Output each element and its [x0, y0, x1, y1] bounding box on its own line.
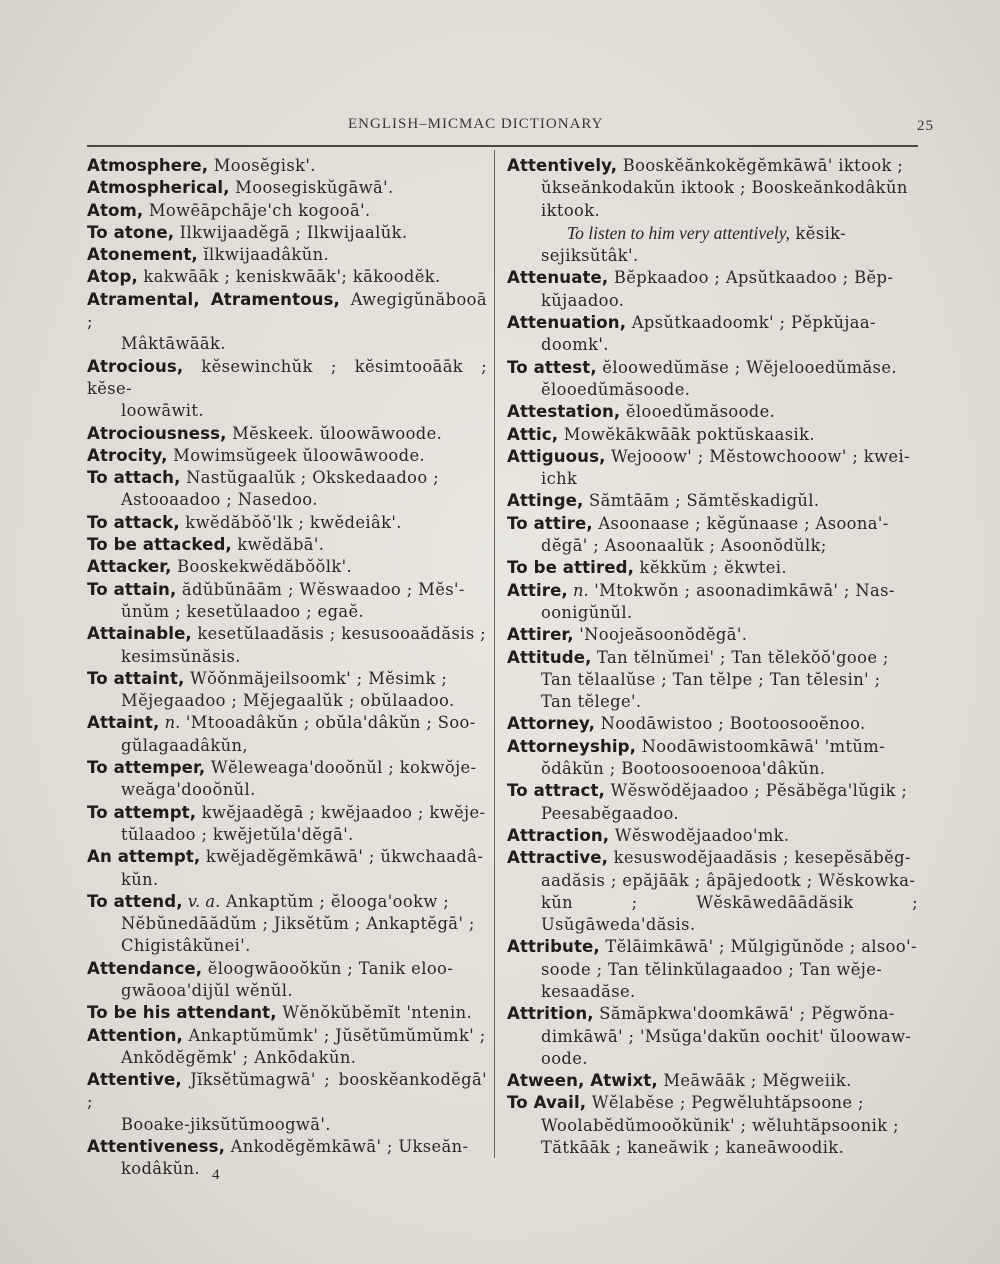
micmac-translation: kwĕjaadĕgā ; kwĕjaadoo ; kwĕje-	[196, 802, 486, 822]
part-of-speech: n.	[159, 713, 181, 733]
headword: Attinge,	[507, 491, 584, 511]
micmac-translation: Wĕswodĕjaadoo'mk.	[609, 825, 790, 845]
dictionary-entry	[87, 846, 487, 891]
continuation-line: ĕlooedŭmăsoode.	[541, 379, 691, 399]
dictionary-entry	[87, 623, 487, 668]
example-phrase: To listen to him very attentively,	[567, 222, 790, 243]
micmac-translation: Ilkwijaadĕgā ; Ilkwijaalŭk.	[174, 222, 408, 242]
micmac-translation: kesuswodĕjaadăsis ; kesepĕsăbĕg-	[608, 848, 911, 868]
continuation-line: doomk'.	[541, 335, 609, 355]
continuation-line: ŭnŭm ; kesetŭlaadoo ; egaĕ.	[121, 601, 365, 621]
micmac-translation: kwĕdăbŏŏ'lk ; kwĕdeiâk'.	[179, 512, 402, 532]
dictionary-entry	[87, 579, 487, 624]
micmac-translation: kwĕdăbā'.	[231, 535, 325, 555]
page-number: 25	[917, 118, 934, 134]
headword: Attorneyship,	[507, 736, 637, 756]
headword: Atrocity,	[87, 445, 168, 465]
dictionary-entry	[507, 267, 918, 312]
headword: To attire,	[507, 513, 593, 533]
micmac-translation: Mowēāpchāje'ch kogooā'.	[143, 200, 371, 220]
continuation-line: dĕgā' ; Asoonaalŭk ; Asoonŏdŭlk;	[541, 536, 827, 556]
dictionary-entry	[87, 1069, 487, 1136]
micmac-translation: Mowĕkākwāāk poktŭskaasik.	[558, 424, 815, 444]
left-column	[87, 155, 487, 1181]
dictionary-entry	[87, 958, 487, 1003]
headword: An attempt,	[87, 847, 201, 867]
micmac-translation: Asoonaase ; kĕgŭnaase ; Asoona'-	[592, 513, 889, 533]
continuation-line: ichk	[541, 469, 578, 489]
dictionary-entry	[87, 467, 487, 512]
headword: To attack,	[87, 512, 180, 532]
continuation-line: iktook.	[541, 200, 601, 220]
micmac-translation: ĕloowedŭmăse ; Wĕjelooedŭmăse.	[596, 357, 897, 377]
headword: To attaint,	[87, 668, 185, 688]
running-title: ENGLISH–MICMAC DICTIONARY	[348, 116, 604, 132]
micmac-translation: Noodāwistoomkāwā' 'mtŭm-	[636, 736, 886, 756]
micmac-translation: Tĕlāimkāwā' ; Mŭlgigŭnŏde ; alsoo'-	[599, 937, 917, 957]
micmac-translation: kesetŭlaadăsis ; kesusooaădăsis ;	[191, 624, 487, 644]
headword: Atmospherical,	[87, 178, 230, 198]
headword: To attain,	[87, 579, 177, 599]
dictionary-entry	[87, 177, 487, 199]
headword: Attacker,	[87, 557, 172, 577]
part-of-speech: n.	[567, 580, 589, 600]
signature-mark: 4	[212, 1167, 220, 1183]
headword: Attire,	[507, 580, 568, 600]
micmac-translation: Mĕskeek. ŭloowāwoode.	[226, 423, 443, 443]
micmac-translation: Ankodĕgĕmkāwā' ; Ukseăn-	[225, 1137, 469, 1157]
headword: Attirer,	[507, 625, 574, 645]
micmac-translation: Nastŭgaalŭk ; Okskedaadoo ;	[180, 468, 440, 488]
continuation-line: Tătkāāk ; kaneăwik ; kaneāwoodik.	[541, 1138, 845, 1158]
column-divider	[494, 150, 495, 1158]
headword: Attainable,	[87, 624, 192, 644]
dictionary-entry	[87, 222, 487, 244]
headword: Atrocious,	[87, 356, 184, 376]
headword: Attendance,	[87, 958, 203, 978]
micmac-translation: kĕsewinchŭk ; kĕsimtooāāk ; kĕse-	[87, 356, 487, 398]
micmac-translation: Moosĕgisk'.	[208, 156, 316, 175]
headword: Attestation,	[507, 402, 621, 422]
micmac-translation: Bĕpkaadoo ; Apsŭtkaadoo ; Bĕp-	[608, 268, 894, 288]
headword: Atom,	[87, 200, 144, 220]
micmac-translation: Awegigŭnăbooā ;	[87, 289, 487, 332]
dictionary-entry	[507, 1003, 918, 1070]
dictionary-entry	[507, 513, 918, 558]
micmac-translation: kĕsik-	[789, 223, 847, 243]
dictionary-entry	[87, 534, 487, 556]
micmac-translation: Sămtāām ; Sămtĕskadigŭl.	[583, 491, 820, 511]
headword: Atop,	[87, 267, 138, 287]
continuation-line: soode ; Tan tĕlinkŭlagaadoo ; Tan wĕje-	[541, 959, 883, 979]
continuation-line: weăga'dooŏnŭl.	[121, 780, 256, 800]
part-of-speech: v. a.	[182, 891, 221, 911]
continuation-line: Tan tĕlege'.	[541, 692, 642, 712]
headword: Attentively,	[507, 156, 618, 175]
headword: To Avail,	[507, 1093, 587, 1113]
headword: Attrition,	[507, 1004, 594, 1024]
dictionary-entry	[87, 891, 487, 958]
micmac-translation: 'Mtokwŏn ; asoonadimkāwā' ; Nas-	[588, 580, 895, 600]
dictionary-entry	[507, 736, 918, 781]
dictionary-entry	[87, 757, 487, 802]
dictionary-entry	[507, 780, 918, 825]
continuation-line: ŏdâkŭn ; Bootoosooenooa'dâkŭn.	[541, 759, 826, 779]
continuation-line: Mâktāwāāk.	[121, 334, 226, 354]
headword: Atween, Atwixt,	[507, 1071, 658, 1091]
dictionary-entry	[507, 557, 918, 579]
headword: Attic,	[507, 424, 559, 444]
dictionary-entry	[87, 1025, 487, 1070]
micmac-translation: 'Noojeăsoonŏdĕgā'.	[573, 625, 748, 645]
micmac-translation: Wĕlabĕse ; Pegwĕluhtăpsoone ;	[586, 1093, 864, 1113]
continuation-line: Ankŏdĕgĕmk' ; Ankōdakŭn.	[121, 1047, 357, 1067]
dictionary-entry	[507, 713, 918, 735]
micmac-translation: Wĕleweaga'dooŏnŭl ; kokwŏje-	[205, 758, 477, 778]
dictionary-entry	[507, 847, 918, 936]
dictionary-entry	[507, 446, 918, 491]
micmac-translation: kĕkkŭm ; ĕkwtei.	[633, 558, 787, 578]
continuation-line: dimkāwā' ; 'Msŭga'dakŭn oochit' ŭloowaw-	[541, 1026, 912, 1046]
headword: To be attired,	[507, 558, 634, 578]
continuation-line: kesimsŭnăsis.	[121, 646, 241, 666]
headword: To attest,	[507, 357, 597, 377]
continuation-line: Booake-jiksŭtŭmoogwā'.	[121, 1114, 331, 1134]
dictionary-entry	[87, 289, 487, 356]
continuation-line: Tan tĕlaalŭse ; Tan tĕlpe ; Tan tĕlesin' ;	[541, 669, 881, 689]
headword: To atone,	[87, 222, 175, 242]
continuation-line: gŭlagaadâkŭn,	[121, 735, 248, 755]
headword: To be his attendant,	[87, 1003, 277, 1023]
headword: To be attacked,	[87, 535, 232, 555]
micmac-translation: ĕlooedŭmăsoode.	[620, 402, 776, 422]
continuation-line: sejiksŭtâk'.	[541, 246, 639, 266]
micmac-translation: 'Mtooadâkŭn ; obŭla'dâkŭn ; Soo-	[180, 713, 476, 733]
dictionary-entry	[507, 1070, 918, 1092]
dictionary-entry	[87, 266, 487, 288]
continuation-line: Peesabĕgaadoo.	[541, 803, 679, 823]
continuation-line: Astooaadoo ; Nasedoo.	[121, 490, 318, 510]
dictionary-entry	[87, 244, 487, 266]
micmac-translation: Noodāwistoo ; Bootoosooĕnoo.	[595, 714, 866, 734]
dictionary-entry	[507, 490, 918, 512]
micmac-translation: ĕloogwāooŏkŭn ; Tanik eloo-	[202, 958, 454, 978]
headword: Attractive,	[507, 848, 609, 868]
continuation-line: loowāwit.	[121, 401, 204, 421]
dictionary-entry	[507, 424, 918, 446]
continuation-line: kŭjaadoo.	[541, 290, 625, 310]
micmac-translation: Ankaptŭm ; ĕlooga'ookw ;	[220, 891, 450, 911]
headword: Attiguous,	[507, 446, 606, 466]
continuation-line: ŭkseănkodakŭn iktook ; Booskeănkodâkŭn	[541, 178, 908, 198]
dictionary-entry	[507, 647, 918, 714]
dictionary-entry	[507, 222, 918, 268]
micmac-translation: Meāwāāk ; Mĕgweiik.	[657, 1071, 852, 1091]
dictionary-entry	[87, 556, 487, 578]
dictionary-entry	[87, 1136, 487, 1181]
running-head	[0, 116, 1000, 138]
headword: To attemper,	[87, 758, 206, 778]
dictionary-entry	[87, 155, 487, 177]
headword: Attenuation,	[507, 313, 627, 333]
micmac-translation: Booskĕănkokĕgĕmkāwā' iktook ;	[617, 156, 904, 175]
micmac-translation: Tan tĕlnŭmei' ; Tan tĕlekŏŏ'gooe ;	[591, 647, 889, 667]
headword: Attorney,	[507, 714, 596, 734]
dictionary-entry	[87, 423, 487, 445]
micmac-translation: Jĭksĕtŭmagwā' ; booskĕankodĕgā' ;	[87, 1070, 487, 1112]
continuation-line: Woolabĕdŭmooŏkŭnik' ; wĕluhtăpsoonik ;	[541, 1115, 899, 1135]
dictionary-entry	[87, 668, 487, 713]
micmac-translation: Apsŭtkaadoomk' ; Pĕpkŭjaa-	[626, 313, 876, 333]
headword: Attenuate,	[507, 268, 609, 288]
continuation-line: aadăsis ; epăjāāk ; âpājedootk ; Wĕskowka-	[541, 870, 916, 890]
dictionary-entry	[507, 624, 918, 646]
micmac-translation: kakwāāk ; keniskwāāk'; kākoodĕk.	[137, 267, 441, 287]
micmac-translation: Mowimsŭgeek ŭloowāwoode.	[167, 445, 426, 465]
continuation-line: kŭn ; Wĕskāwedāādăsik ; Usŭgāweda'dăsis.	[541, 892, 918, 935]
headword: Attraction,	[507, 825, 610, 845]
continuation-line: kŭn.	[121, 869, 159, 889]
micmac-translation: ĭlkwijaadâkŭn.	[197, 245, 330, 265]
headword: To attach,	[87, 468, 181, 488]
micmac-translation: Wŏŏnmăjeilsoomk' ; Mĕsimk ;	[184, 668, 448, 688]
dictionary-entry	[87, 356, 487, 423]
dictionary-entry	[507, 580, 918, 625]
dictionary-entry	[87, 1002, 487, 1024]
micmac-translation: Wĕswŏdĕjaadoo ; Pĕsăbĕga'lŭgik ;	[604, 781, 908, 801]
right-column	[507, 155, 918, 1159]
micmac-translation: kwĕjadĕgĕmkāwā' ; ŭkwchaadâ-	[200, 847, 484, 867]
micmac-translation: Booskekwĕdăbŏŏlk'.	[171, 557, 353, 577]
headword: Attention,	[87, 1025, 183, 1045]
micmac-translation: Moosegiskŭgāwā'.	[229, 178, 394, 198]
dictionary-entry	[507, 401, 918, 423]
dictionary-entry	[87, 445, 487, 467]
dictionary-entry	[87, 512, 487, 534]
dictionary-entry	[507, 312, 918, 357]
micmac-translation: Wĕnŏkŭbĕmĭt 'ntenin.	[276, 1003, 473, 1023]
continuation-line: kodâkŭn.	[121, 1159, 201, 1179]
dictionary-entry	[87, 200, 487, 222]
headword: Atmosphere,	[87, 156, 209, 175]
continuation-line: oonigŭnŭl.	[541, 602, 633, 622]
micmac-translation: ădŭbŭnāām ; Wĕswaadoo ; Mĕs'-	[176, 579, 465, 599]
dictionary-entry	[87, 712, 487, 757]
headword: Attribute,	[507, 937, 600, 957]
headword: Atramental, Atramentous,	[87, 289, 340, 309]
micmac-translation: Ankaptŭmŭmk' ; Jŭsĕtŭmŭmŭmk' ;	[182, 1025, 486, 1045]
dictionary-entry	[87, 802, 487, 847]
continuation-line: Nĕbŭnedāădŭm ; Jiksĕtŭm ; Ankaptĕgā' ;	[121, 914, 475, 934]
continuation-line: tŭlaadoo ; kwĕjetŭla'dĕgā'.	[121, 824, 354, 844]
continuation-line: oode.	[541, 1048, 588, 1068]
dictionary-entry	[507, 357, 918, 402]
continuation-line: Chigistâkŭnei'.	[121, 936, 251, 956]
continuation-line: kesaadăse.	[541, 981, 636, 1001]
headword: To attract,	[507, 781, 605, 801]
headword: To attend,	[87, 891, 183, 911]
headword: Attentiveness,	[87, 1137, 225, 1157]
micmac-translation: Wejooow' ; Mĕstowchooow' ; kwei-	[605, 446, 910, 466]
dictionary-entry	[507, 1092, 918, 1159]
dictionary-entry	[507, 825, 918, 847]
dictionary-entry	[507, 155, 918, 222]
headword: Atrociousness,	[87, 423, 227, 443]
dictionary-entry	[507, 936, 918, 1003]
headword: Attentive,	[87, 1070, 182, 1090]
micmac-translation: Sămăpkwa'doomkāwā' ; Pĕgwŏna-	[593, 1004, 895, 1024]
headword: Atonement,	[87, 245, 198, 265]
headword: Attitude,	[507, 647, 592, 667]
continuation-line: gwāooa'dijŭl wĕnŭl.	[121, 980, 293, 1000]
continuation-line: Mĕjegaadoo ; Mĕjegaalŭk ; obŭlaadoo.	[121, 691, 455, 711]
headword: To attempt,	[87, 802, 197, 822]
headword: Attaint,	[87, 713, 160, 733]
header-rule	[87, 145, 918, 147]
